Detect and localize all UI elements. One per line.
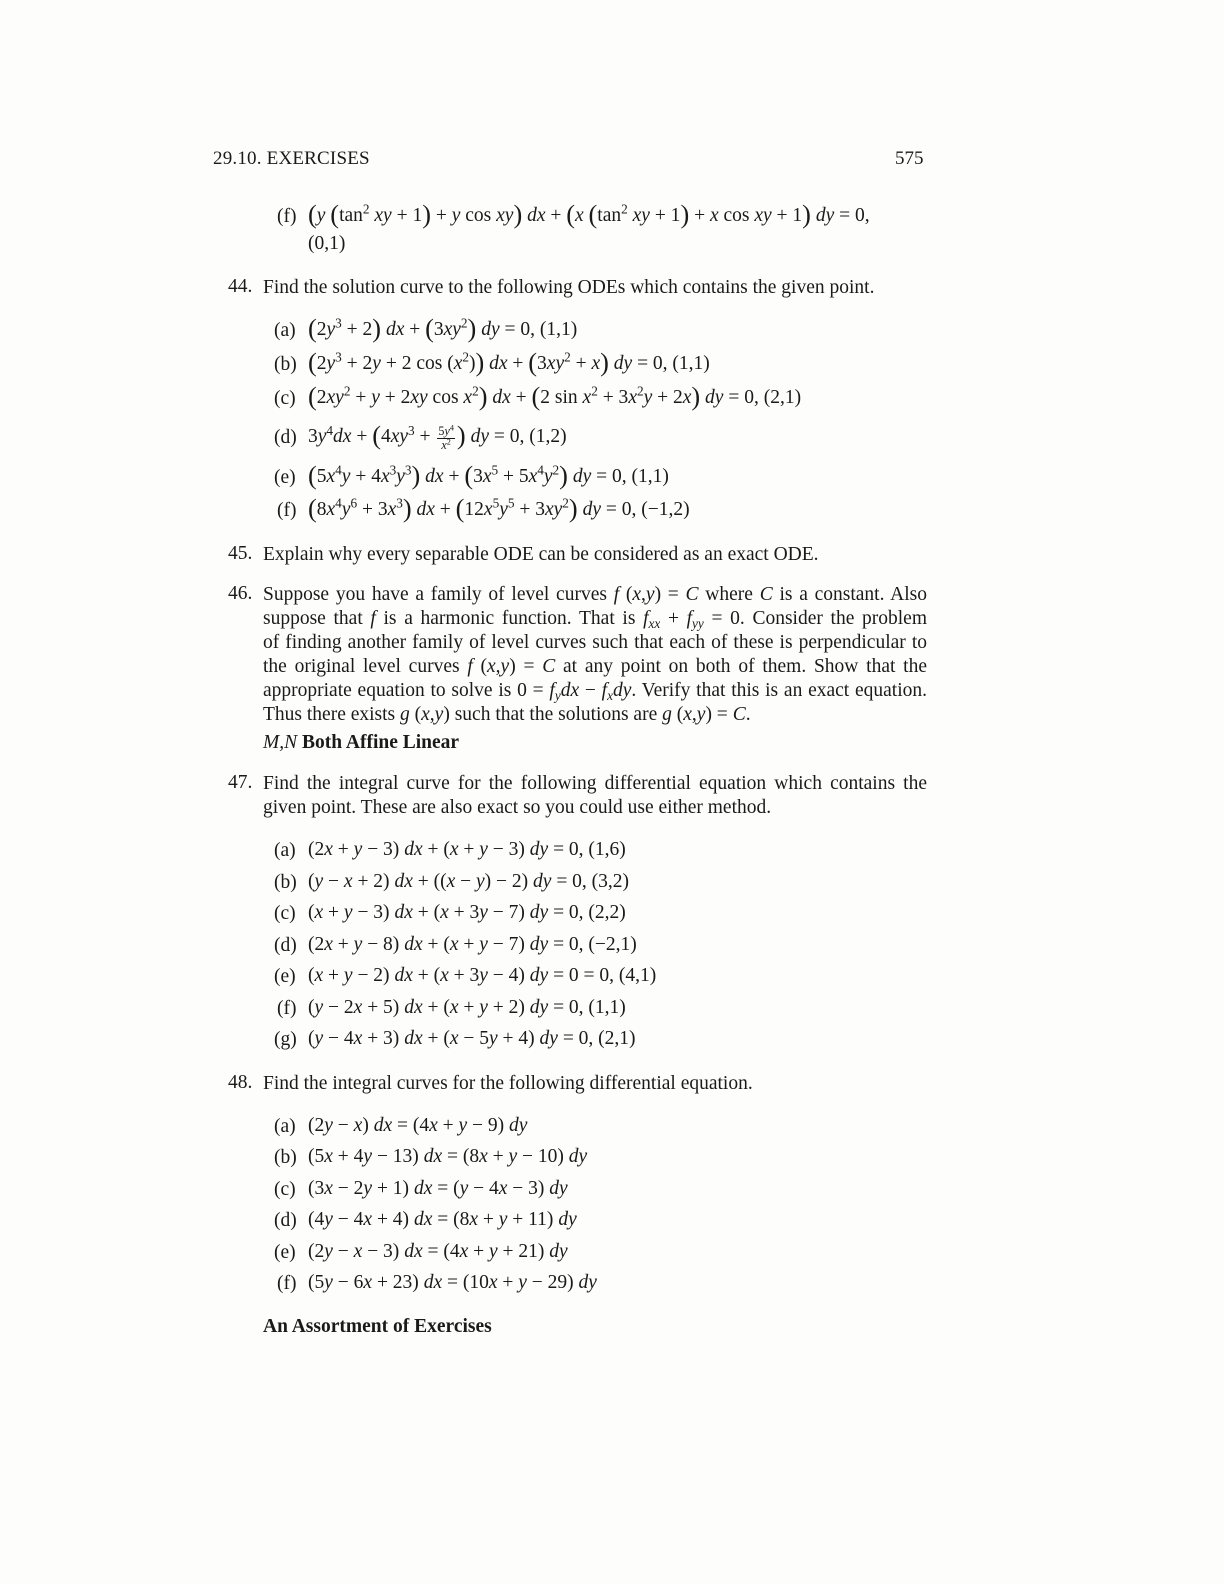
ex43-f-equation: (y ($\tan^2$ xy + 1) + y cos xy) dx + (x ($\tan^2$ xy + 1) + x cos xy + 1) dy = 0, xyxy=(308,200,870,230)
ex47-item-label: (a) xyxy=(274,840,296,861)
ex47-a-equation: (2x + y − 3) dx + (x + y − 3) dy = 0, (1,6) xyxy=(308,839,626,860)
ex44-item-label: (b) xyxy=(274,354,297,375)
subsection-heading-assortment: An Assortment of Exercises xyxy=(263,1316,492,1337)
exercise-number: 48. xyxy=(228,1072,253,1093)
ex44-item-label: (d) xyxy=(274,427,297,448)
ex47-g-equation: (y − 4x + 3) dx + (x − 5y + 4) dy = 0, (2,1) xyxy=(308,1028,636,1049)
ex47-item-label: (d) xyxy=(274,935,297,956)
ex46-line-4: the original level curves f (x,y) = C at any point on both of them. Show that the xyxy=(263,656,927,677)
subsection-heading xyxy=(263,732,459,754)
ex44-prompt: Find the solution curve to the following ODEs which contains the given point. xyxy=(263,277,875,298)
ex45-prompt: Explain why every separable ODE can be considered as an exact ODE. xyxy=(263,544,819,565)
ex48-b-equation: (5x + 4y − 13) dx = (8x + y − 10) dy xyxy=(308,1146,588,1167)
ex44-item-label: (e) xyxy=(274,467,296,488)
ex48-prompt: Find the integral curves for the following differential equation. xyxy=(263,1073,753,1094)
ex43-f-point: (0,1) xyxy=(308,233,346,254)
ex48-item-label: (a) xyxy=(274,1116,296,1137)
ex47-line-1: Find the integral curve for the following differential equation which contains the xyxy=(263,773,927,794)
ex48-f-equation: (5y − 6x + 23) dx = (10x + y − 29) dy xyxy=(308,1272,597,1293)
ex46-line-3: of finding another family of level curves such that each of these is perpendicular to xyxy=(263,632,927,653)
ex46-line-6: Thus there exists g (x,y) such that the solutions are g (x,y) = C. xyxy=(263,704,751,725)
ex43-item-label: (f) xyxy=(277,206,297,227)
ex44-item-label: (a) xyxy=(274,320,296,341)
ex47-item-label: (f) xyxy=(277,998,297,1019)
ex47-item-label: (e) xyxy=(274,966,296,987)
ex44-f-equation: $(8x^4y^6 + 3x^3)$ dx + $(12x^5y^5 + 3xy^2)$ dy = 0, (−1,2) xyxy=(308,494,690,524)
ex44-a-equation: $(2y^3 + 2)$ dx + $(3xy^2)$ dy = 0, (1,1) xyxy=(308,314,578,344)
ex48-a-equation: (2y − x) dx = (4x + y − 9) dy xyxy=(308,1115,528,1136)
ex47-item-label: (c) xyxy=(274,903,296,924)
ex44-item-label: (c) xyxy=(274,388,296,409)
exercise-number: 44. xyxy=(228,276,253,297)
ex46-line-2: suppose that f is a harmonic function. That is $f_{xx} + f_{yy} = 0$. Consider the problem xyxy=(263,608,928,631)
ex47-e-equation: (x + y − 2) dx + (x + 3y − 4) dy = 0 = 0, (4,1) xyxy=(308,965,657,986)
exercise-number: 47. xyxy=(228,772,253,793)
ex46-line-1: Suppose you have a family of level curves f (x,y) = C where C is a constant. Also xyxy=(263,584,927,605)
ex48-item-label: (e) xyxy=(274,1242,296,1263)
ex48-c-equation: (3x − 2y + 1) dx = (y − 4x − 3) dy xyxy=(308,1178,568,1199)
ex44-d-equation: $3y^4dx + (4xy^3$ + $\frac{5y^4}{x^2}$ ) dy = 0, (1,2) xyxy=(308,421,567,452)
ex46-line-5: appropriate equation to solve is $0 = f_ydx - f_xdy$. Verify that this is an exact equation. xyxy=(263,680,928,703)
ex47-item-label: (g) xyxy=(274,1029,297,1050)
exercise-number: 45. xyxy=(228,543,253,564)
running-header-section: 29.10. EXERCISES xyxy=(213,148,370,169)
ex47-c-equation: (x + y − 3) dx + (x + 3y − 7) dy = 0, (2,2) xyxy=(308,902,626,923)
ex47-d-equation: (2x + y − 8) dx + (x + y − 7) dy = 0, (−2,1) xyxy=(308,934,637,955)
ex44-b-equation: ($2y^3 + 2y + 2$ $\cos (x^2)$) dx + $(3xy^2 + x)$ dy = 0, (1,1) xyxy=(308,348,710,378)
page-number: 575 xyxy=(895,148,924,169)
ex47-f-equation: (y − 2x + 5) dx + (x + y + 2) dy = 0, (1,1) xyxy=(308,997,626,1018)
ex48-item-label: (f) xyxy=(277,1273,297,1294)
ex46-paragraph xyxy=(263,583,927,727)
ex48-e-equation: (2y − x − 3) dx = (4x + y + 21) dy xyxy=(308,1241,568,1262)
subheading-text: Both Affine Linear xyxy=(302,732,460,753)
ex44-e-equation: $(5x^4y + 4x^3y^3)$ dx + $(3x^5 + 5x^4y^2)$ dy = 0, (1,1) xyxy=(308,461,669,491)
ex48-item-label: (b) xyxy=(274,1147,297,1168)
ex47-line-2: given point. These are also exact so you could use either method. xyxy=(263,797,772,818)
ex44-c-equation: ($2xy^2 + y + 2xy$ $\cos x^2$) dx + (2 $\sin x^2 + 3x^2y + 2x$) dy = 0, (2,1) xyxy=(308,382,802,412)
ex48-d-equation: (4y − 4x + 4) dx = (8x + y + 11) dy xyxy=(308,1209,577,1230)
ex47-paragraph xyxy=(263,772,927,820)
ex48-item-label: (d) xyxy=(274,1210,297,1231)
subheading-variables: M,N xyxy=(263,732,298,753)
ex48-item-label: (c) xyxy=(274,1179,296,1200)
ex44-item-label: (f) xyxy=(277,500,297,521)
ex47-item-label: (b) xyxy=(274,872,297,893)
ex47-b-equation: (y − x + 2) dx + ((x − y) − 2) dy = 0, (3,2) xyxy=(308,871,630,892)
exercise-number: 46. xyxy=(228,583,253,604)
